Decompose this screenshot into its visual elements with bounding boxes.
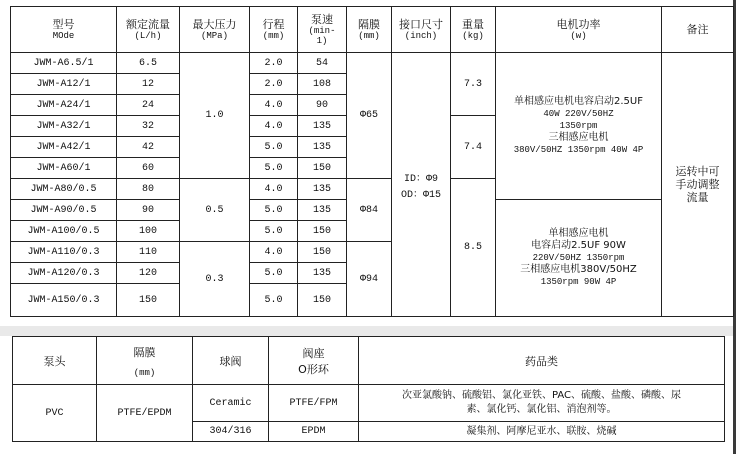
stroke-cell: 4.0 — [250, 95, 298, 116]
stroke-cell: 5.0 — [250, 200, 298, 221]
ball-valve-header: 球阀 — [193, 337, 269, 385]
model-cell: JWM-A6.5/1 — [11, 53, 117, 74]
speed-header: 泵速 (min-1) — [298, 7, 347, 53]
stroke-cell: 5.0 — [250, 263, 298, 284]
chemicals-value: 凝集剂、阿摩尼亚水、联胺、烧碱 — [359, 422, 725, 442]
model-cell: JWM-A60/1 — [11, 158, 117, 179]
ball-valve-value: 304/316 — [193, 422, 269, 442]
speed-cell: 150 — [298, 221, 347, 242]
flow-cell: 60 — [117, 158, 180, 179]
speed-cell: 108 — [298, 74, 347, 95]
stroke-cell: 4.0 — [250, 179, 298, 200]
speed-cell: 135 — [298, 263, 347, 284]
model-cell: JWM-A32/1 — [11, 116, 117, 137]
diaphragm-cell: Φ84 — [347, 179, 392, 242]
weight-cell: 8.5 — [451, 179, 496, 317]
remark-header: 备注 — [662, 7, 734, 53]
pressure-cell: 1.0 — [180, 53, 250, 179]
valve-seat-value: EPDM — [269, 422, 359, 442]
weight-cell: 7.4 — [451, 116, 496, 179]
flow-cell: 120 — [117, 263, 180, 284]
weight-cell: 7.3 — [451, 53, 496, 116]
flow-cell: 100 — [117, 221, 180, 242]
speed-cell: 135 — [298, 200, 347, 221]
material-header-row — [13, 337, 725, 385]
pump-head-header: 泵头 — [13, 337, 97, 385]
table-row — [13, 385, 725, 422]
ball-valve-value: Ceramic — [193, 385, 269, 422]
table-row — [11, 53, 734, 74]
speed-cell: 135 — [298, 137, 347, 158]
speed-cell: 150 — [298, 158, 347, 179]
flow-cell: 32 — [117, 116, 180, 137]
stroke-cell: 2.0 — [250, 53, 298, 74]
model-cell: JWM-A150/0.3 — [11, 284, 117, 317]
pressure-header: 最大压力 (MPa) — [180, 7, 250, 53]
stroke-cell: 4.0 — [250, 116, 298, 137]
chemicals-header: 药品类 — [359, 337, 725, 385]
pressure-cell: 0.5 — [180, 179, 250, 242]
flow-cell: 80 — [117, 179, 180, 200]
port-cell — [392, 53, 451, 317]
speed-cell: 135 — [298, 179, 347, 200]
model-cell: JWM-A90/0.5 — [11, 200, 117, 221]
diaphragm-cell: Φ94 — [347, 242, 392, 317]
model-cell: JWM-A120/0.3 — [11, 263, 117, 284]
flow-cell: 150 — [117, 284, 180, 317]
model-header: 型号 MOde — [11, 7, 117, 53]
valve-seat-header: 阀座 O形环 — [269, 337, 359, 385]
model-cell: JWM-A80/0.5 — [11, 179, 117, 200]
flow-cell: 110 — [117, 242, 180, 263]
motor-cell: 单相感应电机电容启动2.5UF 40W 220V/50HZ 1350rpm 三相感应电机 380V/50HZ 1350rpm 40W 4P — [496, 53, 662, 200]
separator-band — [0, 326, 733, 336]
speed-cell: 135 — [298, 116, 347, 137]
material-table — [12, 336, 725, 442]
model-cell: JWM-A100/0.5 — [11, 221, 117, 242]
motor-header: 电机功率 (w) — [496, 7, 662, 53]
stroke-cell: 4.0 — [250, 242, 298, 263]
flow-cell: 90 — [117, 200, 180, 221]
port-header: 接口尺寸 (inch) — [392, 7, 451, 53]
pressure-cell: 0.3 — [180, 242, 250, 317]
stroke-cell: 5.0 — [250, 284, 298, 317]
diaphragm-material-value: PTFE/EPDM — [97, 385, 193, 442]
weight-header: 重量 (kg) — [451, 7, 496, 53]
flow-cell: 42 — [117, 137, 180, 158]
stroke-cell: 5.0 — [250, 158, 298, 179]
model-cell: JWM-A12/1 — [11, 74, 117, 95]
speed-cell: 90 — [298, 95, 347, 116]
model-cell: JWM-A110/0.3 — [11, 242, 117, 263]
port-od: OD：Φ15 — [400, 189, 441, 201]
motor-cell: 单相感应电机 电容启动2.5UF 90W 220V/50HZ 1350rpm 三相感应电机380V/50HZ 1350rpm 90W 4P — [496, 200, 662, 317]
chemicals-value: 次亚氯酸钠、硫酸铝、氯化亚铁、PAC、硫酸、盐酸、磷酸、尿 素、氯化钙、氯化铝、消泡剂等。 — [359, 385, 725, 422]
pump-head-value: PVC — [13, 385, 97, 442]
diaphragm-cell: Φ65 — [347, 53, 392, 179]
flow-cell: 24 — [117, 95, 180, 116]
diaphragm-material-header: 隔膜 (mm) — [97, 337, 193, 385]
remark-cell: 运转中可 手动调整 流量 — [662, 53, 734, 317]
spec-table — [10, 6, 734, 317]
flow-header: 额定流量 (L/h) — [117, 7, 180, 53]
flow-cell: 12 — [117, 74, 180, 95]
flow-cell: 6.5 — [117, 53, 180, 74]
stroke-cell: 2.0 — [250, 74, 298, 95]
speed-cell: 150 — [298, 284, 347, 317]
valve-seat-value: PTFE/FPM — [269, 385, 359, 422]
speed-cell: 150 — [298, 242, 347, 263]
spec-header-row — [11, 7, 734, 53]
speed-cell: 54 — [298, 53, 347, 74]
stroke-header: 行程 (mm) — [250, 7, 298, 53]
port-id: ID：Φ9 — [403, 173, 438, 185]
model-cell: JWM-A24/1 — [11, 95, 117, 116]
stroke-cell: 5.0 — [250, 137, 298, 158]
stroke-cell: 5.0 — [250, 221, 298, 242]
model-cell: JWM-A42/1 — [11, 137, 117, 158]
diaphragm-header: 隔膜 (mm) — [347, 7, 392, 53]
